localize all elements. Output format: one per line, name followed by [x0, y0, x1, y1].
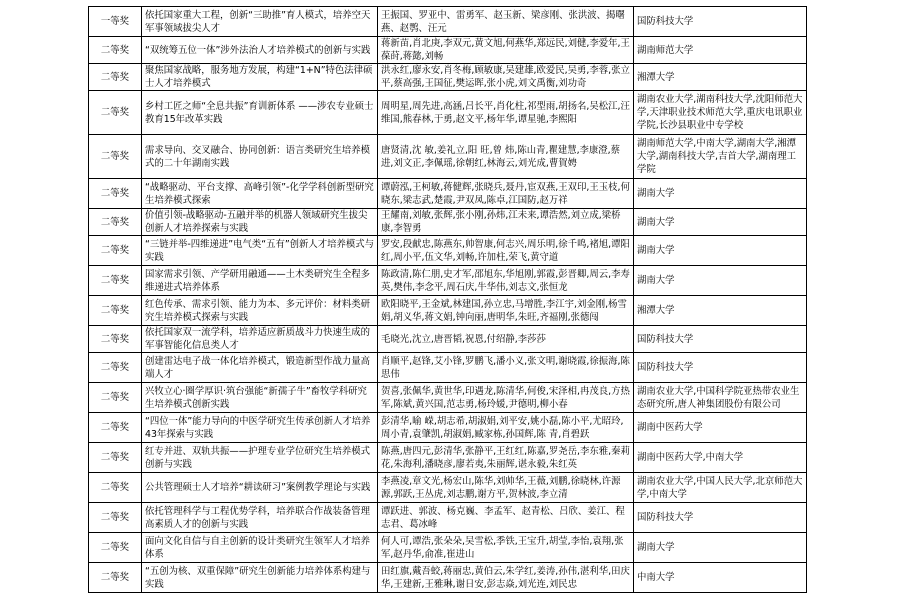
award-level-cell: 二等奖: [89, 353, 142, 383]
team-members-cell: 王振国、罗亚中、雷勇军、赵玉新、梁彦刚、张洪波、揭曙燕、赵鹗、汪元: [378, 7, 634, 37]
team-members-cell: 陈政清,陈仁朋,史才军,邵旭东,华旭刚,郭霞,彭晋卿,周云,李寿英,樊伟,李念平,周石庆,牛华伟,刘志文,张恒龙: [378, 266, 634, 296]
award-row: [89, 296, 807, 326]
award-row: [89, 326, 807, 353]
team-members-cell: 王耀南,刘敏,张辉,张小刚,孙炜,江未来,谭浩然,刘立成,梁桥康,李智勇: [378, 209, 634, 236]
team-members-cell: 唐贤清,沈 敏,姜礼立,阳 旺,曾 炜,陈山青,瞿建慧,李康澄,蔡 进,刘文正,李佩瑶,徐朝红,林海云,刘光成,曹賀娉: [378, 135, 634, 179]
project-title-cell: “五创为核、双重保障”研究生创新能力培养体系构建与实践: [142, 563, 378, 593]
award-row: [89, 413, 807, 443]
team-members-cell: 蒋新苗,肖北庚,李双元,黄文旭,何燕华,郑远民,刘健,李爱年,王葆莳,蒋懿,刘畅: [378, 37, 634, 64]
institution-cell: 湖南师范大学: [634, 37, 807, 64]
project-title-cell: “三链并举-四维递进”电气类“五有”创新人才培养模式与实践: [142, 236, 378, 266]
team-members-cell: 周明星,周先进,高涵,吕长平,肖化柱,祁型雨,胡扬名,吴松江,汪维国,熊春林,于勇,赵文平,杨年华,谭星驰,李熙阳: [378, 91, 634, 135]
project-title-cell: 需求导向、交叉融合、协同创新：语言类研究生培养模式的二十年湖南实践: [142, 135, 378, 179]
institution-cell: 中南大学: [634, 563, 807, 593]
award-level-cell: 二等奖: [89, 503, 142, 533]
team-members-cell: 肖顺平,赵锋,艾小锋,罗鹏飞,潘小义,张文明,谢晓霞,徐振海,陈思伟: [378, 353, 634, 383]
award-level-cell: 二等奖: [89, 135, 142, 179]
project-title-cell: 乡村工匠之师“全息共振”育训新体系 ——涉农专业硕士教育15年改革实践: [142, 91, 378, 135]
project-title-cell: “双统筹五位一体”涉外法治人才培养模式的创新与实践: [142, 37, 378, 64]
award-level-cell: 二等奖: [89, 37, 142, 64]
project-title-cell: 面向文化自信与自主创新的设计类研究生领军人才培养体系: [142, 533, 378, 563]
institution-cell: 湖南师范大学,中南大学,湖南大学,湘潭大学,湖南科技大学,吉首大学,湖南理工学院: [634, 135, 807, 179]
project-title-cell: 依托国家双一流学科，培养适应新质战斗力快速生成的军事智能化信息类人才: [142, 326, 378, 353]
awards-table: [88, 6, 807, 593]
award-level-cell: 二等奖: [89, 209, 142, 236]
award-row: [89, 266, 807, 296]
award-row: [89, 383, 807, 413]
institution-cell: 湖南大学: [634, 533, 807, 563]
award-row: [89, 443, 807, 473]
award-level-cell: 二等奖: [89, 413, 142, 443]
award-level-cell: 二等奖: [89, 326, 142, 353]
award-row: [89, 64, 807, 91]
team-members-cell: 彭清华,喻 嵘,胡志希,胡淑娟,刘平安,姚小磊,陈小平,尤昭玲,周小青,袁肇凯,胡淑娟,臧家栋,孙国辉,陈 青,肖碧跃: [378, 413, 634, 443]
team-members-cell: 洪永红,廖永安,肖冬梅,顾敏康,吴建雄,欧爱民,吴勇,李蓉,张立平,蔡高强,王国征,樊运晖,张小虎,刘文禹衡,刘功奇: [378, 64, 634, 91]
award-row: [89, 563, 807, 593]
award-level-cell: 二等奖: [89, 91, 142, 135]
awards-table-body: [89, 7, 807, 593]
team-members-cell: 田红旗,戴吾蛟,蒋丽忠,黄伯云,朱学红,姜涛,孙伟,湛利华,田庆华,王建新,王雅琳,谢日安,彭志焱,刘光连,刘民忠: [378, 563, 634, 593]
team-members-cell: 陈燕,唐四元,彭清华,张静平,王红红,陈嘉,罗尧岳,李东雅,秦莉花,朱海利,潘晓彦,廖若夷,朱丽辉,谌永毅,朱红英: [378, 443, 634, 473]
award-row: [89, 7, 807, 37]
award-level-cell: 二等奖: [89, 383, 142, 413]
institution-cell: 湖南农业大学,中国人民大学,北京师范大学,中南大学: [634, 473, 807, 503]
award-row: [89, 209, 807, 236]
award-level-cell: 二等奖: [89, 443, 142, 473]
institution-cell: 湖南中医药大学: [634, 413, 807, 443]
award-row: [89, 533, 807, 563]
project-title-cell: 兴牧立心·圈学厚识·筑台强能“新孺子牛”畜牧学科研究生培养模式创新实践: [142, 383, 378, 413]
award-row: [89, 503, 807, 533]
institution-cell: 国防科技大学: [634, 353, 807, 383]
institution-cell: 湖南大学: [634, 236, 807, 266]
team-members-cell: 李燕凌,章文光,杨宏山,陈华,刘帅华,王薇,刘鹏,徐晓林,许源源,郭跃,王丛虎,刘志鹏,谢方平,贺林波,李立清: [378, 473, 634, 503]
award-level-cell: 二等奖: [89, 296, 142, 326]
team-members-cell: 何人可,谭浩,张朵朵,吴雪松,季铁,王宝升,胡莹,李怡,袁翔,张军,赵丹华,俞准,崔进山: [378, 533, 634, 563]
institution-cell: 湖南农业大学,中国科学院亚热带农业生态研究所,唐人神集团股份有限公司: [634, 383, 807, 413]
team-members-cell: 毛晓光,沈立,唐晋韬,祝恩,付绍静,李莎莎: [378, 326, 634, 353]
project-title-cell: 依托管理科学与工程优势学科，培养联合作战装备管理高素质人才的创新与实践: [142, 503, 378, 533]
institution-cell: 湖南大学: [634, 209, 807, 236]
award-level-cell: 二等奖: [89, 236, 142, 266]
project-title-cell: “四位一体”能力导向的中医学研究生传承创新人才培养43年探索与实践: [142, 413, 378, 443]
team-members-cell: 欧阳晓平,王金斌,林建国,孙立忠,马增胜,李江宇,刘金刚,杨雪娟,胡义华,蒋文娟,钟向丽,唐明华,朱旺,齐福刚,张德闯: [378, 296, 634, 326]
institution-cell: 湖南大学: [634, 266, 807, 296]
award-row: [89, 179, 807, 209]
project-title-cell: 国家需求引领、产学研用融通——土木类研究生全程多维递进式培养体系: [142, 266, 378, 296]
institution-cell: 湘潭大学: [634, 64, 807, 91]
project-title-cell: 红专并进、双轨共振——护理专业学位研究生培养模式创新与实践: [142, 443, 378, 473]
award-row: [89, 473, 807, 503]
institution-cell: 湘潭大学: [634, 296, 807, 326]
team-members-cell: 罗安,段献忠,陈燕东,帅智康,何志兴,周乐明,徐千鸣,褚旭,谭阳红,周小平,伍文华,刘畅,许加柱,荣飞,黄守道: [378, 236, 634, 266]
award-row: [89, 91, 807, 135]
project-title-cell: 红色传承、需求引领、能力为本、多元评价：材料类研究生培养模式探索与实践: [142, 296, 378, 326]
award-level-cell: 二等奖: [89, 533, 142, 563]
institution-cell: 国防科技大学: [634, 503, 807, 533]
award-level-cell: 二等奖: [89, 64, 142, 91]
team-members-cell: 谭跃进、郭波、杨克巍、李孟军、赵青松、吕欣、姜江、程志君、葛冰峰: [378, 503, 634, 533]
award-level-cell: 二等奖: [89, 179, 142, 209]
team-members-cell: 谭蔚泓,王柯敏,蒋健辉,张晓兵,聂丹,宦双燕,王双印,王玉枝,何晓东,梁志武,楚霞,尹双凤,陈卓,江国防,赵万祥: [378, 179, 634, 209]
project-title-cell: 公共管理硕士人才培养“耕读研习”案例教学理论与实践: [142, 473, 378, 503]
institution-cell: 湖南农业大学,湖南科技大学,沈阳师范大学,天津职业技术师范大学,重庆电讯职业学院,长沙县职业中专学校: [634, 91, 807, 135]
project-title-cell: 创建雷达电子战一体化培养模式，锻造新型作战力量高端人才: [142, 353, 378, 383]
project-title-cell: 聚焦国家战略，服务地方发展，构建“1+N”特色法律硕士人才培养模式: [142, 64, 378, 91]
institution-cell: 湖南大学: [634, 179, 807, 209]
award-level-cell: 二等奖: [89, 563, 142, 593]
award-level-cell: 二等奖: [89, 473, 142, 503]
award-row: [89, 135, 807, 179]
award-row: [89, 353, 807, 383]
team-members-cell: 贺喜,张佩华,黄世华,印遇龙,陈清华,何俊,宋泽相,冉茂良,方热军,陈斌,黄兴国,范志勇,杨玲媛,尹德明,柳小春: [378, 383, 634, 413]
project-title-cell: “战略驱动、平台支撑、高峰引领”-化学学科创新型研究生培养模式探索: [142, 179, 378, 209]
award-level-cell: 二等奖: [89, 266, 142, 296]
award-row: [89, 37, 807, 64]
award-row: [89, 236, 807, 266]
institution-cell: 国防科技大学: [634, 7, 807, 37]
institution-cell: 国防科技大学: [634, 326, 807, 353]
project-title-cell: 价值引领-战略驱动-五融并举的机器人领域研究生拔尖创新人才培养探索与实践: [142, 209, 378, 236]
project-title-cell: 依托国家重大工程，创新“三助推”育人模式，培养空天军事领域拔尖人才: [142, 7, 378, 37]
institution-cell: 湖南中医药大学,中南大学: [634, 443, 807, 473]
award-level-cell: 一等奖: [89, 7, 142, 37]
